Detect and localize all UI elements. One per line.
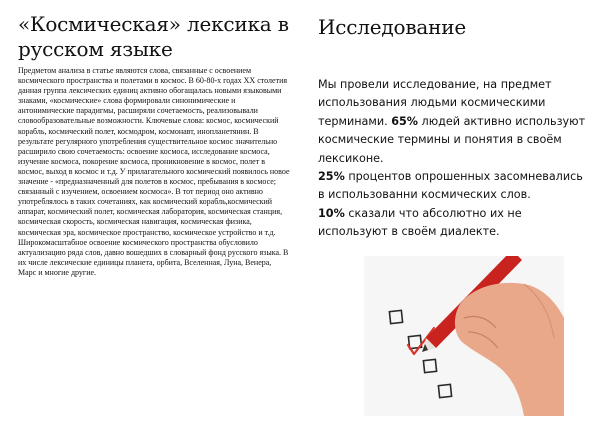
research-title: Исследование: [318, 15, 467, 39]
finding-1-percent: 65%: [391, 114, 418, 128]
checklist-photo: [364, 256, 564, 416]
research-column: [318, 14, 590, 242]
article-title: «Космическая» лексика в русском языке: [18, 12, 289, 61]
article-column: [18, 12, 290, 278]
finding-3-percent: 10%: [318, 206, 345, 220]
finding-2: [318, 168, 590, 205]
research-findings: [318, 76, 590, 242]
article-body: Предметом анализа в статье являются слова, связанные с освоением космического пространства и полетами в космос. В 60-80-х годах XX столетия данная группа лексических единиц активно обогащалась новыми языковыми знаками, «космические» слова формировали синонимические и антонимические парадигмы, расширяли сочетаемость, реализовывали словообразовательные возможности. Ключевые слова: космос, космический корабль, космический полет, космодром, космонавт, инопланетянин. В результате регулярного употребления существительное космос значительно расширило свою сочетаемость: освоение космоса, исследование космоса, изучение космоса, покорение космоса, проникновение в космос, полет в космос, выход в космос и т.д. У прилагательного космический появилось новое значение - «предназначенный для полетов в космос, пребывания в космосе; связанный с изучением, освоением космоса». В тот период оно активно употреблялось в таких сочетаниях, как космический корабль,космический аппарат, космический полет, космическая лаборатория, космическая станция, космическая скорость, космическая навигация, космическая физика, космическая эра, космическое пространство, космическое устройство и т.д. Широкомасштабное освоение космического пространства обусловило актуализацию ряда слов, давно вошедших в словарный фонд русского языка. В их числе лексические единицы планета, орбита, Вселенная, Луна, Венера, Марс и многие другие.: [18, 66, 290, 277]
finding-1-text: людей активно используют космические термины и понятия в своём лексиконе.: [318, 114, 586, 165]
finding-2-percent: 25%: [318, 170, 345, 184]
finding-3: [318, 205, 590, 242]
finding-2-text: процентов опрошенных засомневались в использованни космических слов.: [318, 170, 583, 202]
finding-1: [318, 76, 590, 168]
finding-1-intro: Мы провели исследование, на предмет использования людьми космическими терминами.: [318, 78, 552, 128]
checklist-illustration: [364, 256, 564, 416]
finding-3-text: сказали что абсолютно их не используют в своём диалекте.: [318, 206, 522, 239]
